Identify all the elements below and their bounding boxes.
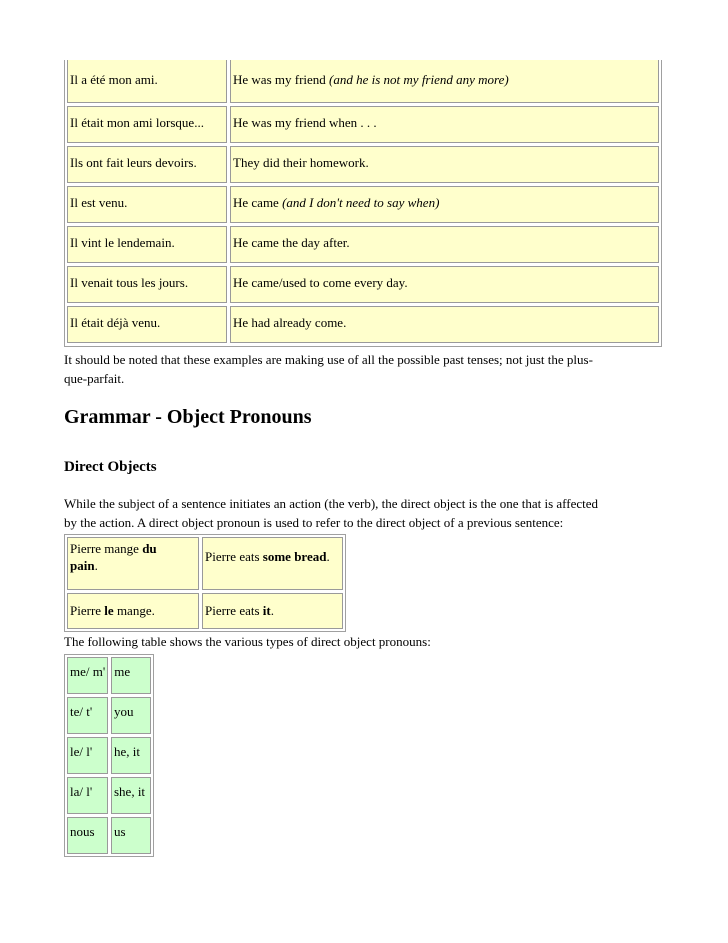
english-text: They did their homework.	[233, 155, 369, 170]
table-row	[67, 60, 659, 103]
intro-line: While the subject of a sentence initiates an action (the verb), the direct object is the one that is affected	[64, 496, 598, 511]
english-cell	[230, 226, 659, 263]
french-pronoun: le/ l'	[67, 737, 108, 774]
french-pronoun: nous	[67, 817, 108, 854]
english-cell	[230, 60, 659, 103]
tense-examples-table	[64, 60, 662, 347]
table-row	[67, 106, 659, 143]
french-cell: Il était déjà venu.	[67, 306, 227, 343]
cell-text: .	[270, 603, 274, 618]
table-row	[67, 777, 151, 814]
french-pronoun: te/ t'	[67, 697, 108, 734]
french-cell	[67, 593, 199, 629]
cell-text: Pierre	[70, 603, 105, 618]
direct-object-pronoun-table	[64, 654, 154, 857]
table-row	[67, 737, 151, 774]
french-cell: Il est venu.	[67, 186, 227, 223]
english-text: He was my friend when . . .	[233, 115, 377, 130]
english-pronoun: us	[111, 817, 151, 854]
english-text: He came the day after.	[233, 235, 350, 250]
english-cell	[230, 146, 659, 183]
english-text: He was my friend	[233, 72, 330, 87]
cell-text-bold: pain	[70, 558, 95, 573]
table-row	[67, 146, 659, 183]
table-intro: The following table shows the various types of direct object pronouns:	[64, 634, 431, 649]
english-text: He came/used to come every day.	[233, 275, 408, 290]
cell-text: Pierre eats	[205, 549, 263, 564]
english-pronoun: he, it	[111, 737, 151, 774]
french-pronoun: la/ l'	[67, 777, 108, 814]
cell-text: Pierre mange	[70, 541, 143, 556]
cell-text-bold: du	[142, 541, 157, 556]
french-pronoun: me/ m'	[67, 657, 108, 694]
cell-text-bold: it	[262, 603, 271, 618]
english-text: He came	[233, 195, 283, 210]
subsection-heading: Direct Objects	[64, 459, 157, 475]
french-cell	[67, 537, 199, 590]
english-cell	[202, 537, 343, 590]
english-cell	[230, 306, 659, 343]
section-heading: Grammar - Object Pronouns	[64, 406, 312, 428]
direct-object-intro	[64, 494, 664, 532]
french-cell: Il a été mon ami.	[67, 60, 227, 103]
english-pronoun: she, it	[111, 777, 151, 814]
past-tense-note	[64, 350, 664, 388]
english-cell	[202, 593, 343, 629]
french-cell: Il était mon ami lorsque...	[67, 106, 227, 143]
note-line: It should be noted that these examples are making use of all the possible past tenses; not just the plus-	[64, 352, 593, 367]
cell-text: mange.	[113, 603, 155, 618]
table-row	[67, 697, 151, 734]
english-pronoun: you	[111, 697, 151, 734]
english-cell	[230, 266, 659, 303]
table-row	[67, 593, 343, 629]
direct-object-example-table	[64, 534, 346, 632]
intro-line: by the action. A direct object pronoun is used to refer to the direct object of a previous sentence:	[64, 515, 564, 530]
note-line: que-parfait.	[64, 371, 125, 386]
table-row	[67, 817, 151, 854]
french-cell: Il vint le lendemain.	[67, 226, 227, 263]
english-note: (and he is not my friend any more)	[329, 72, 509, 87]
table-row	[67, 226, 659, 263]
french-cell: Ils ont fait leurs devoirs.	[67, 146, 227, 183]
table-row	[67, 306, 659, 343]
table-row	[67, 186, 659, 223]
cell-text-bold: some bread	[262, 549, 327, 564]
english-cell	[230, 106, 659, 143]
english-note: (and I don't need to say when)	[282, 195, 440, 210]
english-text: He had already come.	[233, 315, 347, 330]
table-row	[67, 657, 151, 694]
cell-text: Pierre eats	[205, 603, 263, 618]
cell-text: .	[326, 549, 330, 564]
cell-text: .	[94, 558, 98, 573]
cell-text-bold: le	[104, 603, 114, 618]
english-pronoun: me	[111, 657, 151, 694]
french-cell: Il venait tous les jours.	[67, 266, 227, 303]
english-cell	[230, 186, 659, 223]
table-row	[67, 537, 343, 590]
table-row	[67, 266, 659, 303]
